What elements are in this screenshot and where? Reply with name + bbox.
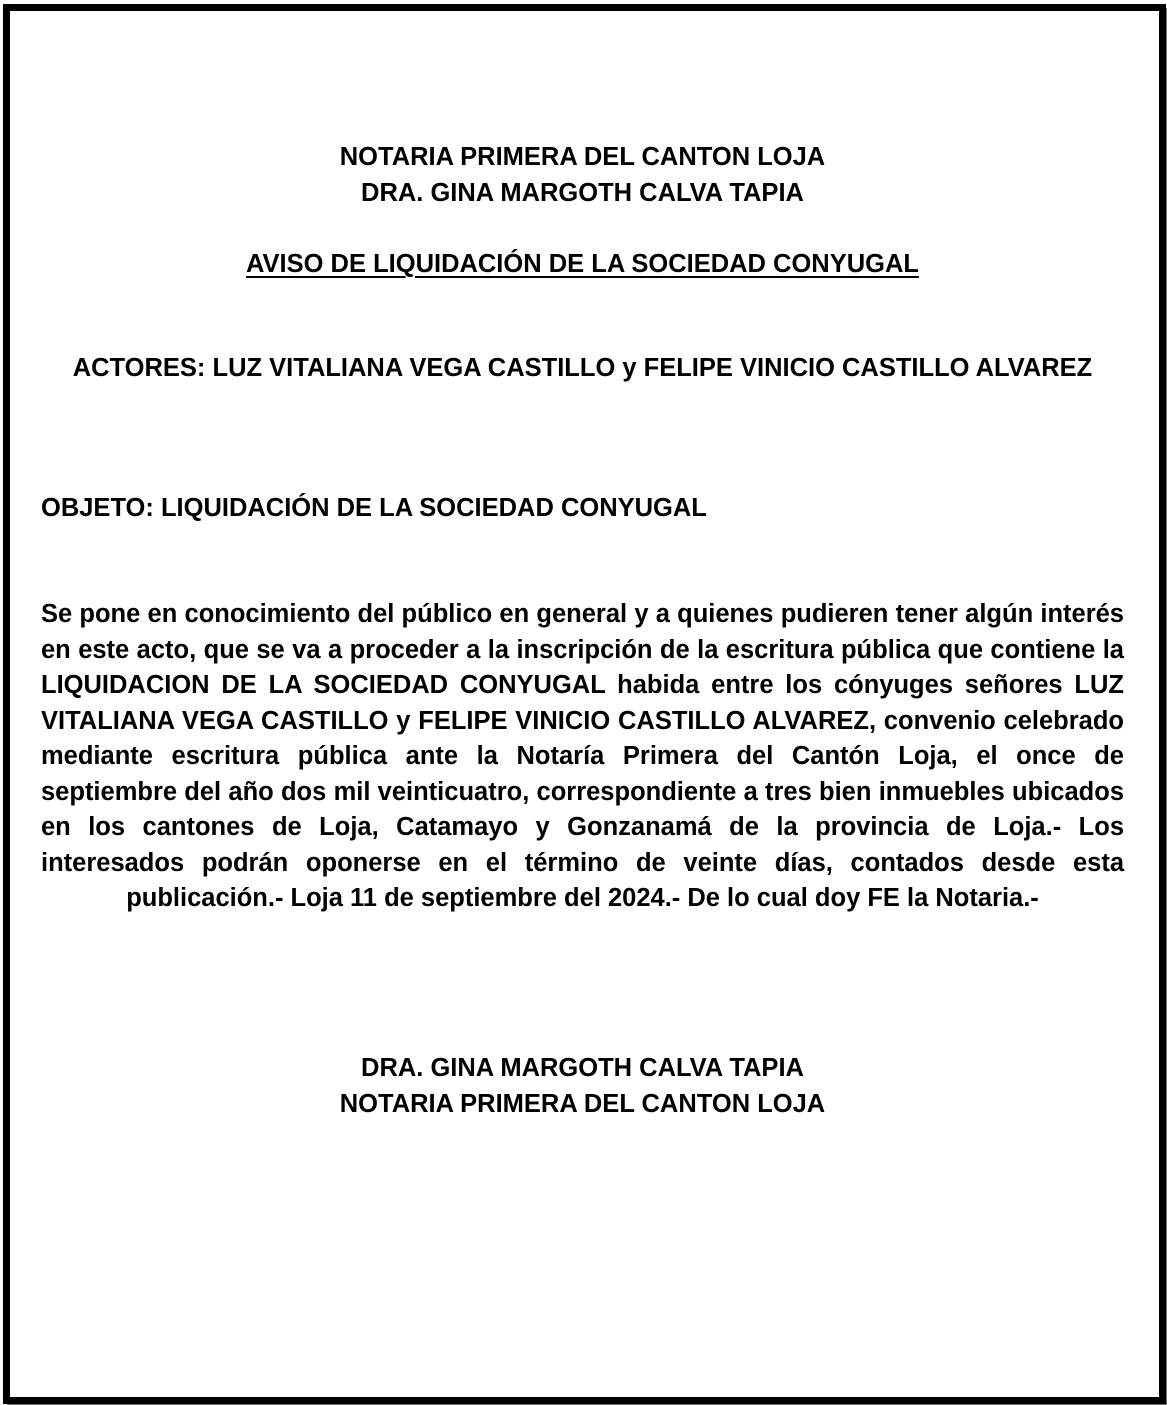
signature-office: NOTARIA PRIMERA DEL CANTON LOJA xyxy=(339,1089,826,1118)
objeto-paragraph: OBJETO: LIQUIDACIÓN DE LA SOCIEDAD CONYUGAL xyxy=(41,494,707,522)
actores-paragraph: ACTORES: LUZ VITALIANA VEGA CASTILLO y FELIPE VINICIO CASTILLO ALVAREZ xyxy=(72,354,1093,382)
notice-title xyxy=(41,247,1124,283)
notice-title-text: AVISO DE LIQUIDACIÓN DE LA SOCIEDAD CONYUGAL xyxy=(246,250,919,278)
signature-name: DRA. GINA MARGOTH CALVA TAPIA xyxy=(361,1054,804,1082)
header-notary-name: DRA. GINA MARGOTH CALVA TAPIA xyxy=(361,178,804,207)
signature-block xyxy=(41,1051,1124,1122)
notice-body: Se pone en conocimiento del público en general y a quienes pudieren tener algún interés en este acto, que se va a proceder a la inscripción de la escritura pública que contiene la LIQUIDACION DE LA SOCIEDAD CONYUGAL habida entre los cónyuges señores LUZ VITALIANA VEGA CASTILLO y FELIPE VINICIO CASTILLO ALVAREZ, convenio celebrado mediante escritura pública ante la Notaría Primera del Cantón Loja, el once de septiembre del año dos mil veinticuatro, correspondiente a tres bien inmuebles ubicados en los cantones de Loja, Catamayo y Gonzanamá de la provincia de Loja.- Los interesados podrán oponerse en el término de veinte días, contados desde esta publicación.- Loja 11 de septiembre del 2024.- De lo cual doy FE la Notaria.- xyxy=(41,600,1124,912)
notary-header xyxy=(41,140,1124,211)
header-office: NOTARIA PRIMERA DEL CANTON LOJA xyxy=(339,143,826,171)
